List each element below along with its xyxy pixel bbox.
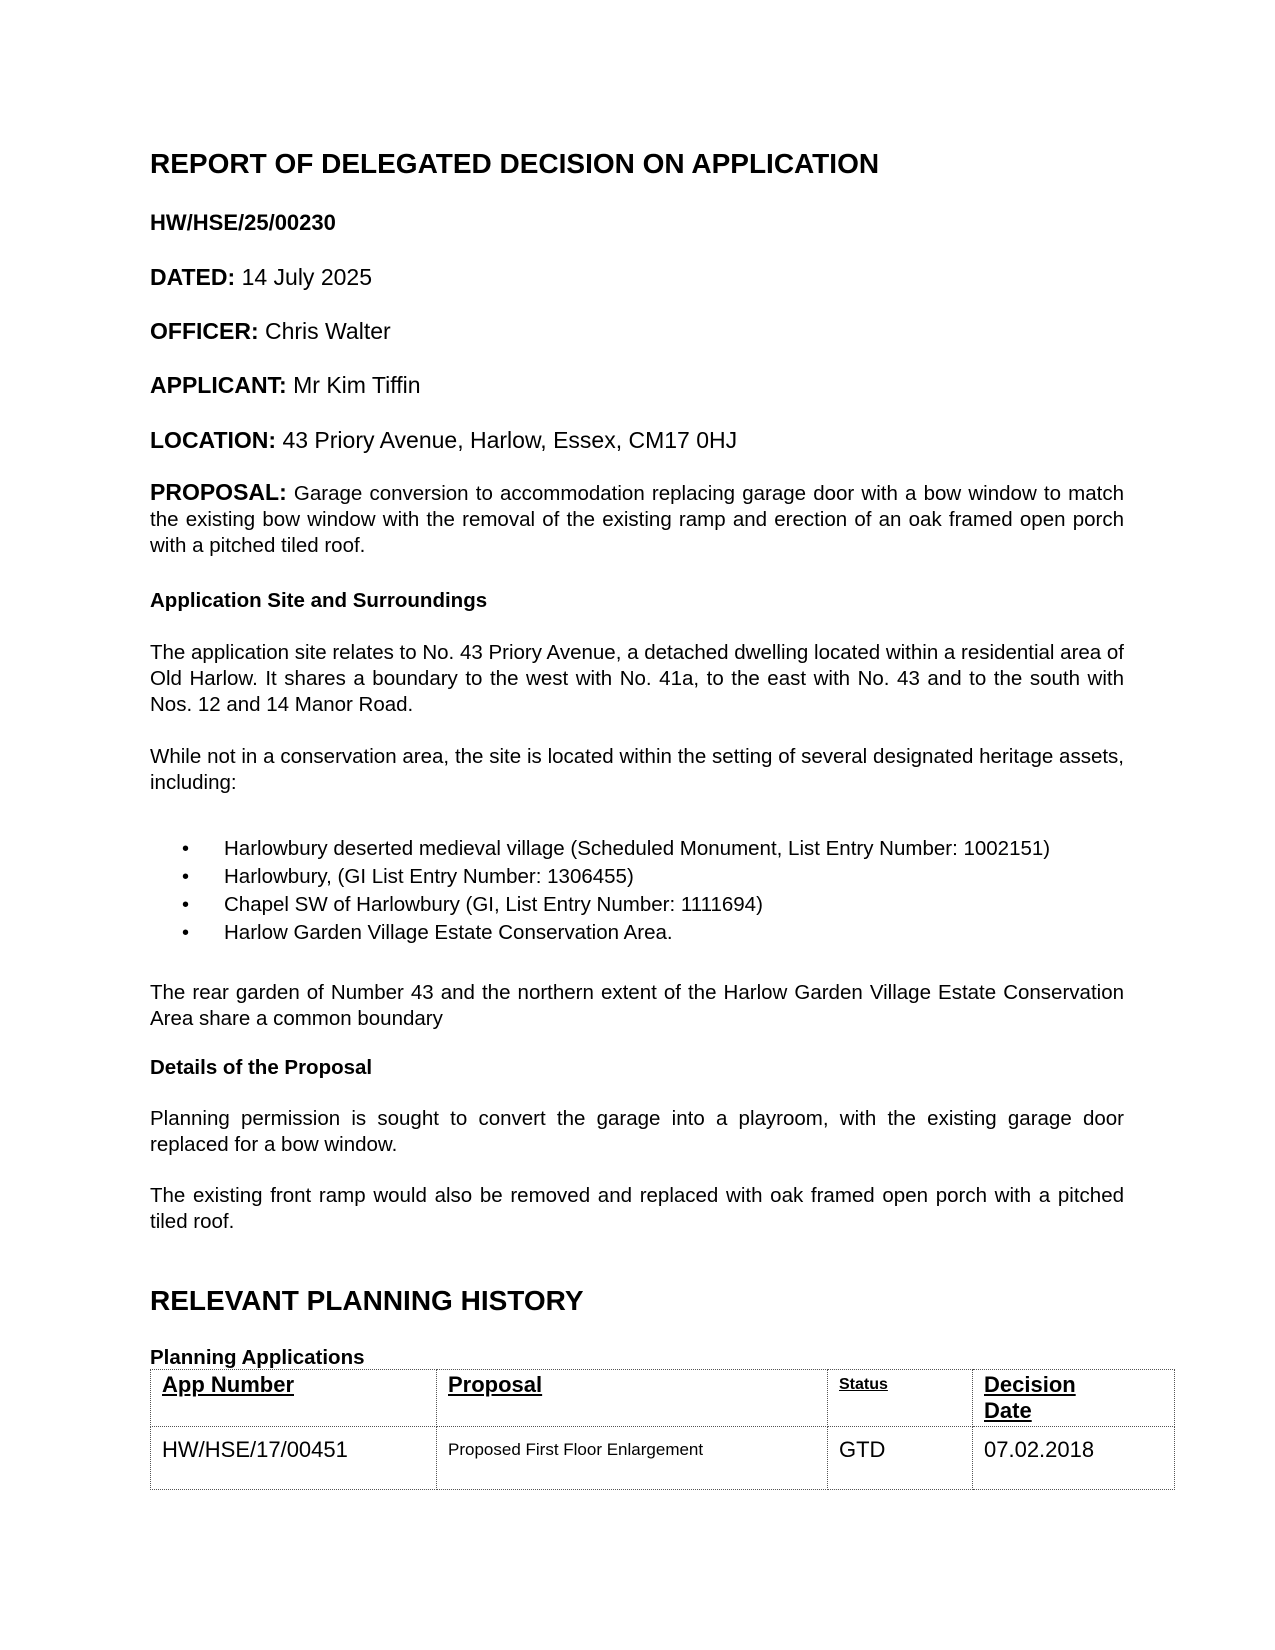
proposal-value: Garage conversion to accommodation replacing garage door with a bow window to match the existing bow window with the removal of the existing ramp and erection of an oak framed open porch with a pitched tiled roof. <box>150 482 1124 557</box>
planning-applications-subheading: Planning Applications <box>150 1346 365 1369</box>
cell-decision-date: 07.02.2018 <box>973 1427 1175 1490</box>
proposal-label: PROPOSAL: <box>150 479 287 505</box>
details-heading: Details of the Proposal <box>150 1056 373 1079</box>
applicant-label: APPLICANT: <box>150 372 287 398</box>
report-title: REPORT OF DELEGATED DECISION ON APPLICATION <box>150 148 880 179</box>
table-header-row <box>151 1370 1175 1427</box>
location-label: LOCATION: <box>150 427 277 453</box>
bullet-icon: • <box>182 922 190 944</box>
table-row <box>151 1427 1175 1490</box>
list-item: • Harlow Garden Village Estate Conservation Area. <box>182 921 673 944</box>
officer-label: OFFICER: <box>150 318 259 344</box>
planning-history-table <box>150 1369 1175 1490</box>
officer-value: Chris Walter <box>265 318 391 344</box>
dated-value: 14 July 2025 <box>241 264 372 290</box>
column-header-proposal: Proposal <box>437 1370 828 1427</box>
cell-status: GTD <box>828 1427 973 1490</box>
site-paragraph-1: The application site relates to No. 43 Priory Avenue, a detached dwelling located within a residential area of Old Harlow. It shares a boundary to the west with No. 41a, to the east with No. 43 and to the south with Nos. 12 and 14 Manor Road. <box>150 641 1124 716</box>
site-paragraph-2: While not in a conservation area, the site is located within the setting of several designated heritage assets, including: <box>150 745 1124 794</box>
dated-label: DATED: <box>150 264 236 290</box>
list-item: • Harlowbury, (GI List Entry Number: 1306455) <box>182 865 634 888</box>
cell-app-number: HW/HSE/17/00451 <box>151 1427 437 1490</box>
site-heading: Application Site and Surroundings <box>150 589 488 612</box>
details-paragraph-2: The existing front ramp would also be removed and replaced with oak framed open porch with a pitched tiled roof. <box>150 1184 1124 1233</box>
applicant-value: Mr Kim Tiffin <box>293 372 421 398</box>
column-header-app-number: App Number <box>151 1370 437 1427</box>
site-paragraph-3: The rear garden of Number 43 and the northern extent of the Harlow Garden Village Estate Conservation Area share a common boundary <box>150 981 1124 1030</box>
heritage-assets-list <box>150 836 1124 948</box>
planning-history-heading: RELEVANT PLANNING HISTORY <box>150 1285 584 1316</box>
bullet-icon: • <box>182 866 190 888</box>
column-header-status: Status <box>828 1370 973 1427</box>
application-reference: HW/HSE/25/00230 <box>150 210 336 235</box>
location-field <box>150 427 737 454</box>
bullet-icon: • <box>182 838 190 860</box>
list-item: • Chapel SW of Harlowbury (GI, List Entry Number: 1111694) <box>182 893 763 916</box>
proposal-field <box>150 479 1124 559</box>
cell-proposal: Proposed First Floor Enlargement <box>437 1427 828 1490</box>
bullet-icon: • <box>182 894 190 916</box>
dated-field <box>150 264 372 291</box>
officer-field <box>150 318 391 345</box>
location-value: 43 Priory Avenue, Harlow, Essex, CM17 0HJ <box>282 427 738 453</box>
applicant-field <box>150 372 421 399</box>
details-paragraph-1: Planning permission is sought to convert the garage into a playroom, with the existing garage door replaced for a bow window. <box>150 1107 1124 1156</box>
column-header-decision-date: Decision Date <box>973 1370 1175 1427</box>
list-item: • Harlowbury deserted medieval village (Scheduled Monument, List Entry Number: 1002151) <box>182 837 1051 860</box>
